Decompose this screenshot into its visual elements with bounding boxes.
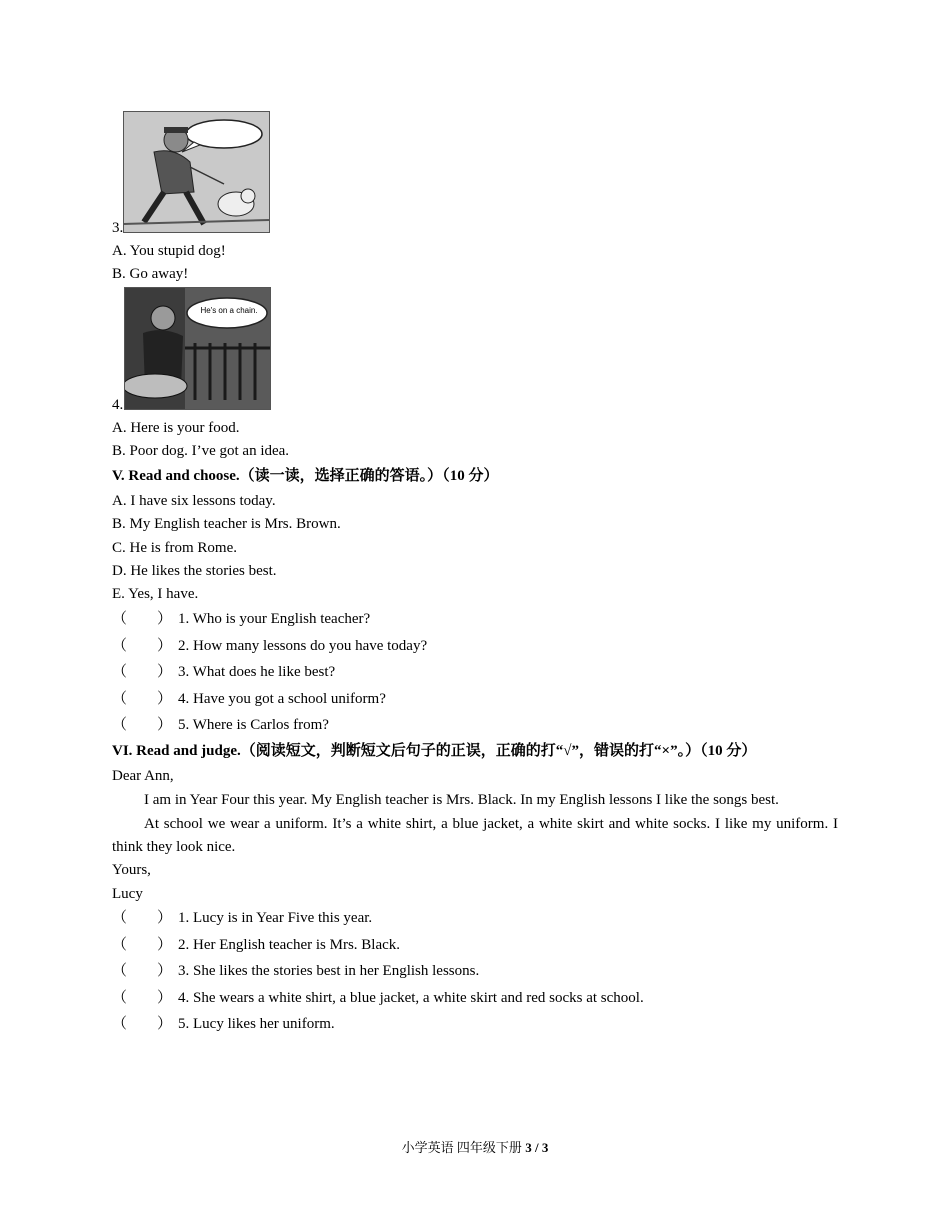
section6-statement-2: 2. Her English teacher is Mrs. Black.: [178, 937, 401, 953]
answer-blank[interactable]: （ ）: [112, 717, 173, 733]
q4-option-b: B. Poor dog. I’ve got an idea.: [112, 443, 290, 459]
section5-question-5: 5. Where is Carlos from?: [178, 717, 329, 733]
page-footer: [0, 1137, 950, 1156]
section6-score-suffix: 分）: [722, 743, 757, 759]
section5-question-1: 1. Who is your English teacher?: [178, 611, 371, 627]
q3-option-a: A. You stupid dog!: [112, 243, 226, 259]
section6-statement-4: 4. She wears a white shirt, a blue jacket, a white skirt and red socks at school.: [178, 990, 644, 1006]
answer-blank[interactable]: （ ）: [112, 937, 173, 953]
q4-illustration: [124, 287, 271, 410]
section6-statement-row: [112, 988, 644, 1008]
section5-answer-a: A. I have six lessons today.: [112, 493, 276, 509]
letter-closing: Yours,: [112, 862, 151, 878]
section6-score: 10: [707, 743, 723, 759]
section5-answer-e: E. Yes, I have.: [112, 586, 199, 602]
q3-illustration: [123, 111, 270, 233]
section6-heading-cn: （阅读短文，判断短文后句子的正误，正确的打“√”，错误的打“×”。）（: [240, 743, 708, 759]
q4-number: 4.: [112, 397, 124, 413]
section5-score-suffix: 分）: [464, 468, 499, 484]
answer-blank[interactable]: （ ）: [112, 691, 173, 707]
section5-score: 10: [449, 468, 465, 484]
section5-question-row: [112, 662, 335, 682]
answer-blank[interactable]: （ ）: [112, 638, 173, 654]
section5-answer-d: D. He likes the stories best.: [112, 563, 277, 579]
section6-statement-3: 3. She likes the stories best in her English lessons.: [178, 963, 480, 979]
section6-heading: [112, 741, 756, 761]
answer-blank[interactable]: （ ）: [112, 611, 173, 627]
letter-signature: Lucy: [112, 886, 143, 902]
answer-blank[interactable]: （ ）: [112, 664, 173, 680]
q4-option-a: A. Here is your food.: [112, 420, 240, 436]
section5-heading-cn: （读一读，选择正确的答语。）（: [239, 468, 450, 484]
section5-answer-b: B. My English teacher is Mrs. Brown.: [112, 516, 341, 532]
section5-question-row: [112, 609, 370, 629]
footer-separator: /: [531, 1140, 542, 1155]
answer-blank[interactable]: （ ）: [112, 990, 173, 1006]
letter-greeting: Dear Ann,: [112, 768, 174, 784]
section6-statement-row: [112, 1014, 335, 1034]
section5-heading: [112, 466, 498, 486]
section5-answer-c: C. He is from Rome.: [112, 540, 237, 556]
footer-page-total: 3: [541, 1140, 549, 1155]
section5-question-2: 2. How many lessons do you have today?: [178, 638, 428, 654]
letter-paragraph-2: [112, 813, 838, 859]
answer-blank[interactable]: （ ）: [112, 1016, 173, 1032]
section5-question-row: [112, 689, 386, 709]
q3-number: 3.: [112, 220, 124, 236]
section6-statement-5: 5. Lucy likes her uniform.: [178, 1016, 335, 1032]
section5-question-row: [112, 636, 427, 656]
footer-label: 小学英语 四年级下册: [401, 1140, 526, 1155]
letter-paragraph-2-text: At school we wear a uniform. It’s a white shirt, a blue jacket, a white skirt and white socks. I like my uniform. I think they look nice.: [112, 816, 838, 855]
section5-heading-en: V. Read and choose.: [112, 468, 240, 484]
answer-blank[interactable]: （ ）: [112, 963, 173, 979]
q3-option-b: B. Go away!: [112, 266, 189, 282]
section5-question-4: 4. Have you got a school uniform?: [178, 691, 386, 707]
section5-question-row: [112, 715, 329, 735]
section6-heading-en: VI. Read and judge.: [112, 743, 241, 759]
q4-speech-bubble-text: He's on a chain.: [200, 306, 258, 315]
section5-question-3: 3. What does he like best?: [178, 664, 336, 680]
section6-statement-row: [112, 961, 479, 981]
footer-page-number: 3: [525, 1140, 532, 1155]
answer-blank[interactable]: （ ）: [112, 910, 173, 926]
section6-statement-row: [112, 908, 372, 928]
section6-statement-1: 1. Lucy is in Year Five this year.: [178, 910, 373, 926]
section6-statement-row: [112, 935, 400, 955]
letter-paragraph-1: I am in Year Four this year. My English teacher is Mrs. Black. In my English lessons I like the songs best.: [144, 792, 779, 808]
